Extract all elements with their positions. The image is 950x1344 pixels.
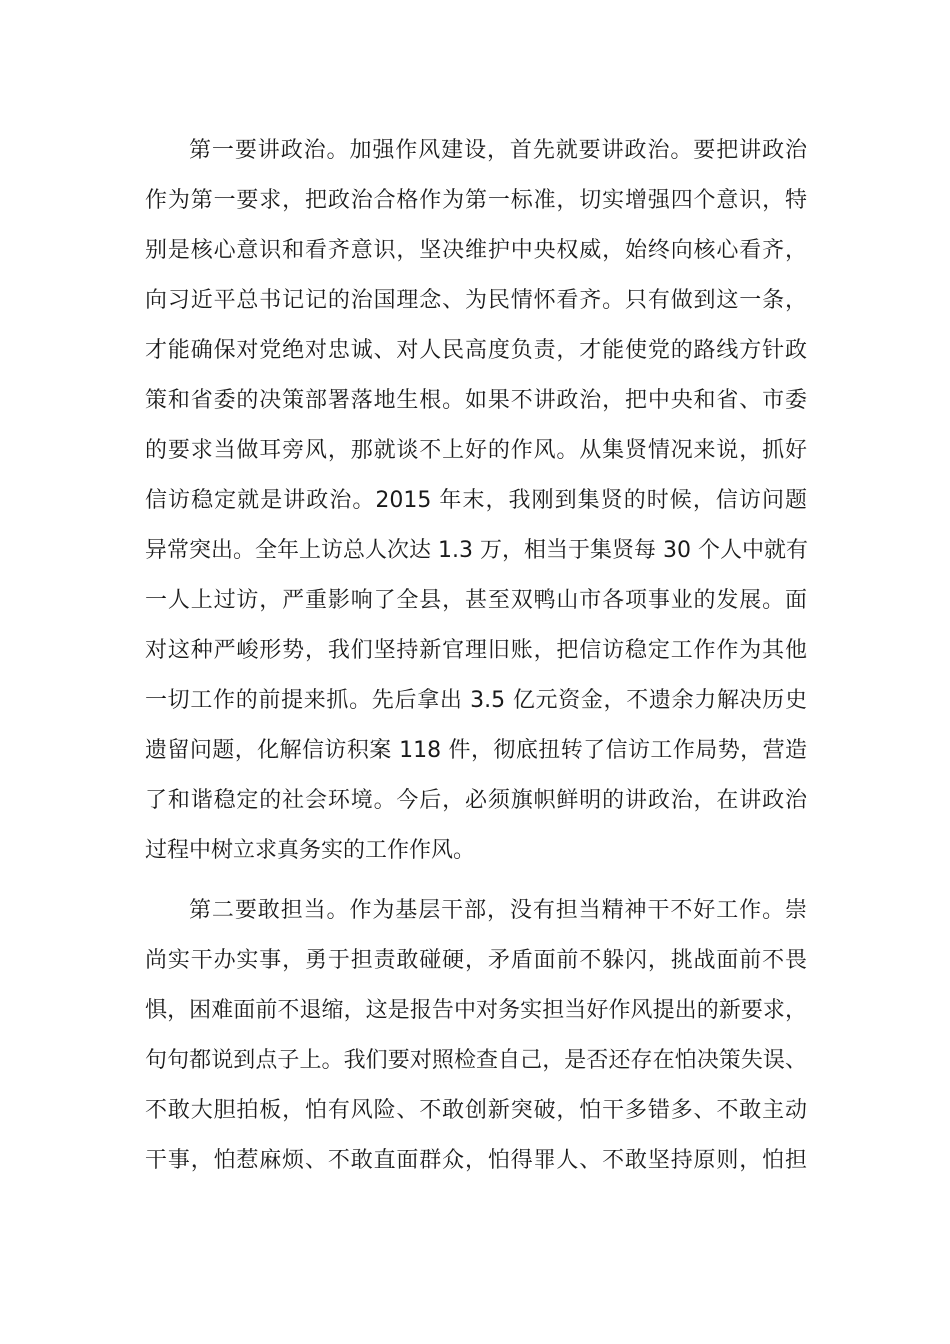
text-line: 向习近平总书记记的治国理念、为民情怀看齐。只有做到这一条， [145, 288, 807, 313]
text-line: 对这种严峻形势，我们坚持新官理旧账，把信访稳定工作作为其他 [145, 638, 807, 663]
text-line: 干事，怕惹麻烦、不敢直面群众，怕得罪人、不敢坚持原则，怕担 [145, 1148, 807, 1173]
text-line: 异常突出。全年上访总人次达 1.3 万，相当于集贤每 30 个人中就有 [145, 538, 808, 563]
text-line: 一人上过访，严重影响了全县，甚至双鸭山市各项事业的发展。面 [145, 588, 807, 613]
text-line: 别是核心意识和看齐意识，坚决维护中央权威，始终向核心看齐， [145, 238, 807, 263]
text-line: 的要求当做耳旁风，那就谈不上好的作风。从集贤情况来说，抓好 [145, 438, 807, 463]
text-line: 第二要敢担当。作为基层干部，没有担当精神干不好工作。崇 [189, 898, 807, 923]
text-line: 惧，困难面前不退缩，这是报告中对务实担当好作风提出的新要求， [145, 998, 807, 1023]
text-line: 过程中树立求真务实的工作作风。 [145, 838, 476, 863]
text-line: 作为第一要求，把政治合格作为第一标准，切实增强四个意识，特 [145, 188, 807, 213]
text-line: 才能确保对党绝对忠诚、对人民高度负责，才能使党的路线方针政 [145, 338, 807, 363]
document-body [145, 126, 807, 1186]
text-line: 句句都说到点子上。我们要对照检查自己，是否还存在怕决策失误、 [145, 1048, 807, 1073]
text-line: 遗留问题，化解信访积案 118 件，彻底扭转了信访工作局势，营造 [145, 738, 807, 763]
text-line: 一切工作的前提来抓。先后拿出 3.5 亿元资金，不遗余力解决历史 [145, 688, 807, 713]
text-line: 策和省委的决策部署落地生根。如果不讲政治，把中央和省、市委 [145, 388, 807, 413]
text-line: 信访稳定就是讲政治。2015 年末，我刚到集贤的时候，信访问题 [145, 488, 807, 513]
text-line: 不敢大胆拍板，怕有风险、不敢创新突破，怕干多错多、不敢主动 [145, 1098, 807, 1123]
text-line: 了和谐稳定的社会环境。今后，必须旗帜鲜明的讲政治，在讲政治 [145, 788, 807, 813]
paragraph-1 [145, 126, 807, 876]
text-line: 尚实干办实事，勇于担责敢碰硬，矛盾面前不躲闪，挑战面前不畏 [145, 948, 807, 973]
paragraph-spacer [145, 876, 807, 886]
paragraph-2 [145, 886, 807, 1186]
text-line: 第一要讲政治。加强作风建设，首先就要讲政治。要把讲政治 [189, 138, 807, 163]
